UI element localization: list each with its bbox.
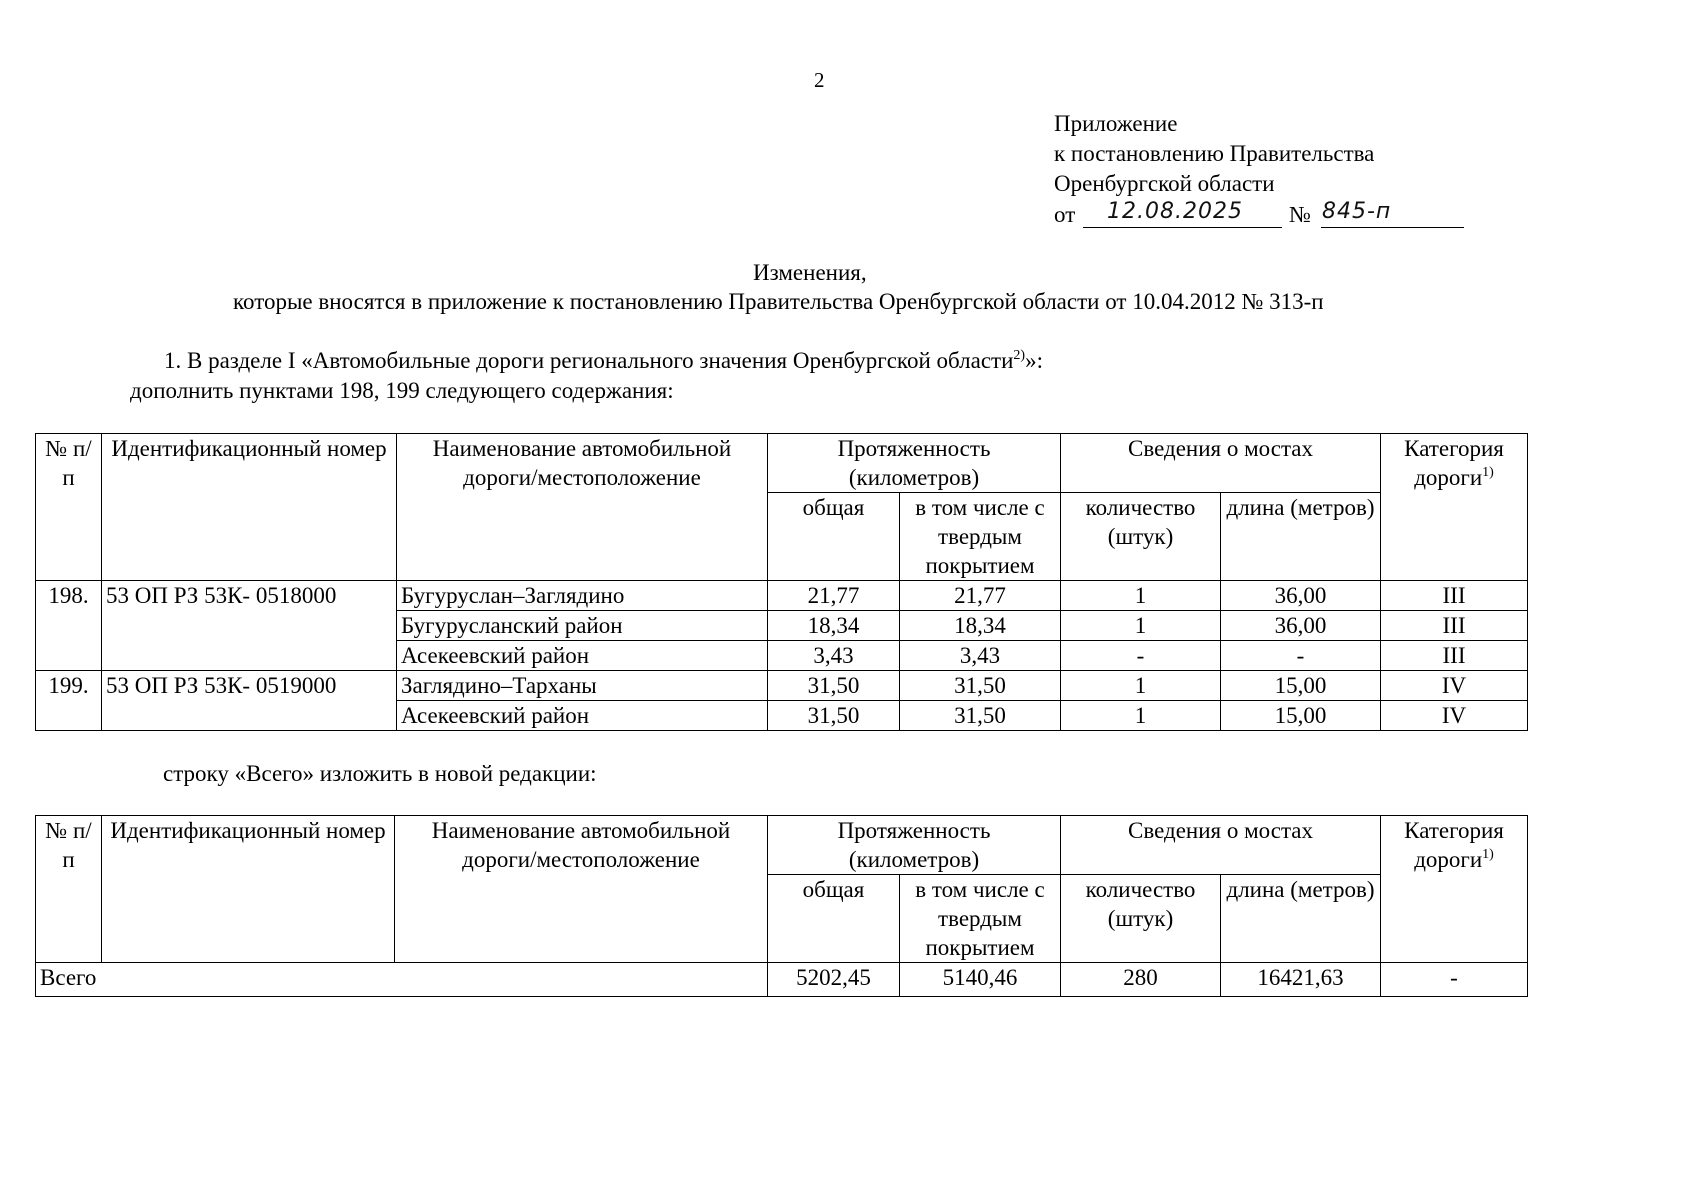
header-length-hard: в том числе с твердым покрытием — [900, 875, 1061, 963]
total-hard: 5140,46 — [900, 963, 1061, 997]
row-id: 53 ОП РЗ 53К- 0518000 — [102, 581, 397, 671]
row-id: 53 ОП РЗ 53К- 0519000 — [102, 671, 397, 731]
table-row — [36, 671, 1528, 701]
row-name: Бугурусланский район — [397, 611, 768, 641]
header-id: Идентификационный номер — [102, 434, 397, 581]
table-header-row — [36, 434, 1528, 493]
header-length-hard: в том числе с твердым покрытием — [900, 493, 1061, 581]
row-bridge-count: 1 — [1061, 581, 1221, 611]
row-hard: 31,50 — [900, 701, 1061, 731]
row-total: 21,77 — [768, 581, 900, 611]
row-category: IV — [1381, 671, 1528, 701]
total-bridge-count: 280 — [1061, 963, 1221, 997]
appendix-line-1: Приложение — [1054, 111, 1178, 136]
row-name: Бугуруслан–Заглядино — [397, 581, 768, 611]
header-bridges-length: длина (метров) — [1221, 875, 1381, 963]
row-bridge-count: - — [1061, 641, 1221, 671]
header-category-label: Категория дороги — [1404, 818, 1504, 872]
total-table — [35, 815, 1528, 997]
row-bridge-count: 1 — [1061, 701, 1221, 731]
row-no: 199. — [36, 671, 102, 731]
row-bridge-count: 1 — [1061, 611, 1221, 641]
row-hard: 21,77 — [900, 581, 1061, 611]
row-total: 31,50 — [768, 701, 900, 731]
row-bridge-count: 1 — [1061, 671, 1221, 701]
section-1-line-2: дополнить пунктами 198, 199 следующего содержания: — [130, 378, 674, 403]
header-bridges-count: количество (штук) — [1061, 875, 1221, 963]
handwritten-number: 845-п — [1322, 199, 1392, 224]
row-name: Асекеевский район — [397, 701, 768, 731]
row-total: 18,34 — [768, 611, 900, 641]
header-category — [1381, 434, 1528, 581]
row-category: IV — [1381, 701, 1528, 731]
total-label: Всего — [36, 963, 768, 997]
total-row — [36, 963, 1528, 997]
header-bridges: Сведения о мостах — [1061, 816, 1381, 875]
row-bridge-length: - — [1221, 641, 1381, 671]
header-category — [1381, 816, 1528, 963]
row-no: 198. — [36, 581, 102, 671]
page-number: 2 — [814, 68, 825, 92]
section-1-line-1 — [164, 346, 1043, 376]
header-length-total: общая — [768, 493, 900, 581]
header-category-label: Категория дороги — [1404, 436, 1504, 490]
row-bridge-length: 15,00 — [1221, 701, 1381, 731]
appendix-number-label: № — [1289, 202, 1311, 227]
appendix-from-label: от — [1054, 202, 1076, 227]
header-name: Наименование автомобильной дороги/местоположение — [395, 816, 768, 963]
number-underline — [1321, 227, 1464, 228]
row-category: III — [1381, 641, 1528, 671]
total-category: - — [1381, 963, 1528, 997]
title-line-1: Изменения, — [753, 260, 867, 285]
row-hard: 18,34 — [900, 611, 1061, 641]
header-no: № п/п — [36, 434, 102, 581]
row-hard: 3,43 — [900, 641, 1061, 671]
row-total: 31,50 — [768, 671, 900, 701]
row-bridge-length: 36,00 — [1221, 611, 1381, 641]
row-name: Заглядино–Тарханы — [397, 671, 768, 701]
row-category: III — [1381, 611, 1528, 641]
footnote-mark: 2) — [1013, 348, 1026, 363]
header-bridges-count: количество (штук) — [1061, 493, 1221, 581]
header-id: Идентификационный номер — [102, 816, 395, 963]
row-hard: 31,50 — [900, 671, 1061, 701]
header-bridges: Сведения о мостах — [1061, 434, 1381, 493]
table-row — [36, 581, 1528, 611]
roads-table — [35, 433, 1528, 731]
row-total: 3,43 — [768, 641, 900, 671]
row-bridge-length: 15,00 — [1221, 671, 1381, 701]
handwritten-date: 12.08.2025 — [1107, 199, 1243, 224]
header-category-footnote: 1) — [1482, 847, 1494, 862]
total-bridge-length: 16421,63 — [1221, 963, 1381, 997]
header-category-footnote: 1) — [1482, 465, 1494, 480]
header-length-total: общая — [768, 875, 900, 963]
section-1-tail: »: — [1025, 348, 1043, 373]
section-1-text: 1. В разделе I «Автомобильные дороги регионального значения Оренбургской области — [164, 348, 1014, 373]
header-bridges-length: длина (метров) — [1221, 493, 1381, 581]
total-length: 5202,45 — [768, 963, 900, 997]
table-header-row — [36, 816, 1528, 875]
row-name: Асекеевский район — [397, 641, 768, 671]
header-length: Протяженность (километров) — [768, 816, 1061, 875]
appendix-line-2: к постановлению Правительства — [1054, 141, 1375, 166]
appendix-line-3: Оренбургской области — [1054, 171, 1275, 196]
row-category: III — [1381, 581, 1528, 611]
header-length: Протяженность (километров) — [768, 434, 1061, 493]
title-line-2: которые вносятся в приложение к постановлению Правительства Оренбургской области от 10.04.2012 № 313-п — [233, 289, 1324, 314]
date-underline — [1083, 227, 1282, 228]
header-no: № п/п — [36, 816, 102, 963]
row-bridge-length: 36,00 — [1221, 581, 1381, 611]
section-2-line: строку «Всего» изложить в новой редакции: — [163, 761, 597, 786]
header-name: Наименование автомобильной дороги/местоположение — [397, 434, 768, 581]
